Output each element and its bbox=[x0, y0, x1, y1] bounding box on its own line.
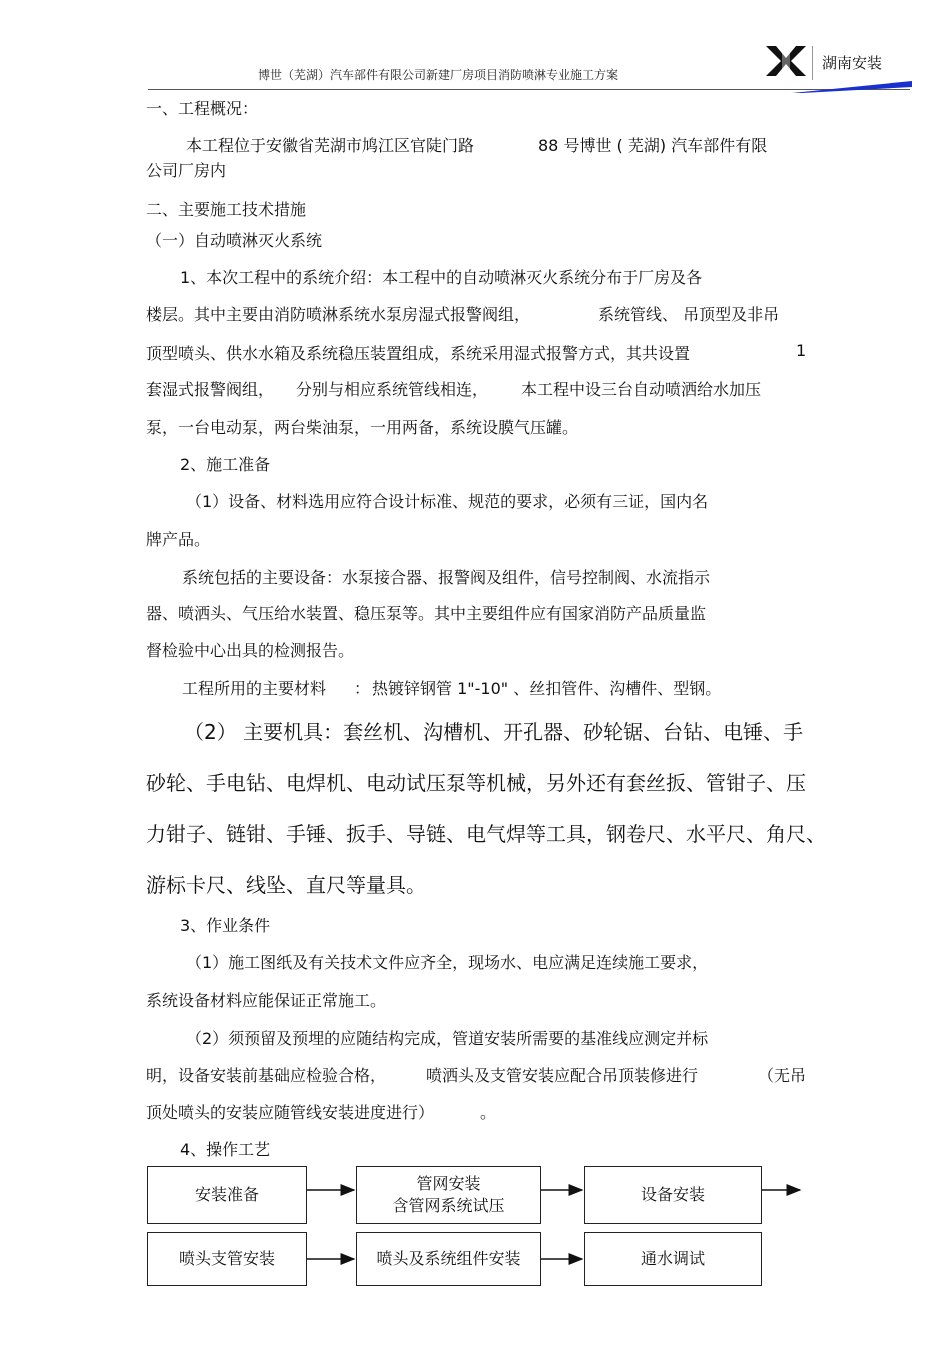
body-text: 。 bbox=[480, 1103, 497, 1122]
body-text: （1）施工图纸及有关技术文件应齐全，现场水、电应满足连续施工要求， bbox=[186, 953, 709, 972]
body-text: （2）须预留及预埋的应随结构完成，管道安装所需要的基准线应测定并标 bbox=[186, 1029, 709, 1048]
body-text: 本工程中设三台自动喷洒给水加压 bbox=[521, 380, 762, 399]
body-text: 顶处喷头的安装应随管线安装进度进行） bbox=[146, 1103, 435, 1122]
flow-step-sprinkler-branch bbox=[147, 1232, 307, 1286]
body-text: 楼层。其中主要由消防喷淋系统水泵房湿式报警阀组， bbox=[146, 305, 531, 324]
flow-step-label: 管网安装 bbox=[416, 1174, 481, 1193]
flow-step-sprinkler-components bbox=[356, 1232, 541, 1286]
body-text: ： bbox=[354, 679, 371, 698]
body-text: （1）设备、材料选用应符合设计标准、规范的要求，必须有三证，国内名 bbox=[186, 492, 709, 511]
body-text: 泵，一台电动泵，两台柴油泵，一用两备，系统设膜气压罐。 bbox=[146, 418, 579, 437]
body-text: 公司厂房内 bbox=[146, 161, 227, 180]
body-text: 热镀锌钢管 1"-10" 、丝扣管件、沟槽件、型钢。 bbox=[372, 679, 722, 698]
flow-step-water-test bbox=[584, 1232, 762, 1286]
body-text: 督检验中心出具的检测报告。 bbox=[146, 641, 355, 660]
section-heading-measures: 二、主要施工技术措施 bbox=[146, 200, 307, 219]
item-heading: 4、操作工艺 bbox=[180, 1140, 271, 1159]
flow-step-sublabel: 含管网系统试压 bbox=[392, 1196, 505, 1215]
body-text-large: 砂轮、手电钻、电焊机、电动试压泵等机械，另外还有套丝扳、管钳子、压 bbox=[146, 771, 806, 795]
body-text: 系统管线、 吊顶型及非吊 bbox=[598, 305, 780, 324]
flow-step-label: 喷头支管安装 bbox=[178, 1249, 275, 1268]
body-text: 系统设备材料应能保证正常施工。 bbox=[146, 991, 387, 1010]
body-text: 套湿式报警阀组， bbox=[146, 380, 275, 399]
item-heading: 3、作业条件 bbox=[180, 916, 271, 935]
subsection-heading: （一）自动喷淋灭火系统 bbox=[146, 231, 323, 250]
body-text: 系统包括的主要设备：水泵接合器、报警阀及组件，信号控制阀、水流指示 bbox=[182, 568, 711, 587]
brand-name: 湖南安装 bbox=[822, 54, 883, 72]
flow-step-label: 设备安装 bbox=[640, 1185, 705, 1204]
body-text: 工程所用的主要材料 bbox=[182, 679, 327, 698]
body-text: 分别与相应系统管线相连， bbox=[296, 380, 489, 399]
flow-step-label: 安装准备 bbox=[194, 1185, 259, 1204]
flow-step-label: 喷头及系统组件安装 bbox=[376, 1249, 521, 1268]
body-text: 1、本次工程中的系统介绍：本工程中的自动喷淋灭火系统分布于厂房及各 bbox=[180, 268, 703, 287]
body-text: 1 bbox=[796, 341, 807, 360]
body-text-large: 游标卡尺、线坠、直尺等量具。 bbox=[146, 873, 426, 897]
item-heading: 2、施工准备 bbox=[180, 455, 271, 474]
body-text: 本工程位于安徽省芜湖市鸠江区官陡门路 bbox=[186, 136, 475, 155]
body-text: 喷洒头及支管安装应配合吊顶装修进行 bbox=[426, 1066, 699, 1085]
flow-step-label: 通水调试 bbox=[640, 1249, 705, 1268]
body-text: 明，设备安装前基础应检验合格， bbox=[146, 1066, 387, 1085]
body-text: 牌产品。 bbox=[146, 530, 211, 549]
flow-step-pipe-network bbox=[356, 1166, 541, 1224]
body-text: （无吊 bbox=[758, 1066, 807, 1085]
flow-step-install-prep bbox=[147, 1166, 307, 1224]
section-heading-overview: 一、工程概况： bbox=[146, 99, 259, 118]
body-text-large: 力钳子、链钳、手锤、扳手、导链、电气焊等工具，钢卷尺、水平尺、角尺、 bbox=[146, 822, 826, 846]
flow-step-equipment bbox=[584, 1166, 762, 1224]
body-text-large: （2） 主要机具：套丝机、沟槽机、开孔器、砂轮锯、台钻、电锤、手 bbox=[184, 720, 804, 744]
body-text: 器、喷洒头、气压给水装置、稳压泵等。其中主要组件应有国家消防产品质量监 bbox=[146, 604, 707, 623]
body-text: 88 号博世 ( 芜湖) 汽车部件有限 bbox=[538, 136, 768, 155]
body-text: 顶型喷头、供水水箱及系统稳压装置组成，系统采用湿式报警方式，其共设置 bbox=[146, 344, 691, 363]
page-header-title: 博世（芜湖）汽车部件有限公司新建厂房项目消防喷淋专业施工方案 bbox=[258, 68, 619, 82]
